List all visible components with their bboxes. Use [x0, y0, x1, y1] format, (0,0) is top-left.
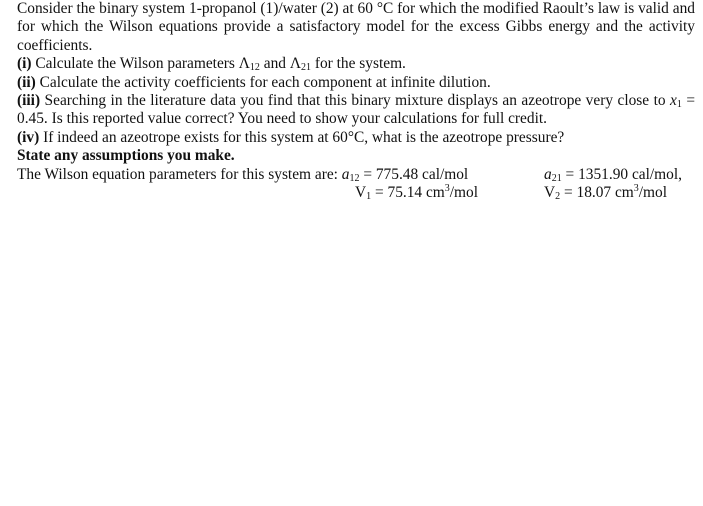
a21-group: [544, 166, 682, 184]
v2-value: = 18.07 cm: [560, 184, 634, 202]
part-i-label: (i): [17, 55, 32, 73]
params-lead-group: [17, 166, 468, 184]
part-i-text-c: for the system.: [311, 55, 406, 73]
part-ii: [17, 74, 695, 92]
v2-variable: V: [544, 184, 556, 202]
part-ii-text: Calculate the activity coefficients for each component at infinite dilution.: [35, 73, 491, 91]
a21-value: = 1351.90 cal/mol,: [561, 165, 682, 183]
problem-intro: Consider the binary system 1-propanol (1)/water (2) at 60 °C for which the modified Raoult’s law is valid and for which the Wilson equations provide a satisfactory model for the excess Gibbs energy and the activity coefficients.: [17, 0, 695, 54]
part-ii-label: (ii): [17, 73, 36, 91]
a12-variable: a: [341, 165, 350, 183]
v1-group: [355, 184, 478, 202]
params-lead: The Wilson equation parameters for this system are:: [17, 165, 342, 183]
v1-subscript: 1: [366, 191, 372, 203]
assumptions-note: State any assumptions you make.: [17, 147, 235, 165]
part-iv-text: If indeed an azeotrope exists for this system at 60°C, what is the azeotrope pressure?: [39, 128, 565, 146]
a12-subscript: 12: [349, 172, 360, 184]
part-iv: [17, 129, 695, 147]
a12-value: = 775.48 cal/mol: [359, 165, 469, 183]
part-i: [17, 55, 695, 73]
v1-variable: V: [355, 184, 367, 202]
v1-value: = 75.14 cm: [371, 184, 445, 202]
v1-unit: /mol: [449, 184, 478, 202]
x1-subscript: 1: [676, 99, 682, 111]
params-row-1: [17, 166, 695, 184]
a21-variable: a: [544, 165, 552, 183]
v1-exponent: 3: [444, 183, 450, 195]
lambda12-subscript: 12: [249, 62, 260, 74]
lambda21-subscript: 21: [301, 62, 311, 74]
part-i-text-b: and Λ: [259, 55, 301, 73]
v2-subscript: 2: [555, 191, 561, 203]
v2-group: [544, 184, 667, 202]
a21-subscript: 21: [551, 172, 562, 184]
part-i-text-a: Calculate the Wilson parameters Λ: [31, 55, 250, 73]
part-iii-text-a: Searching in the literature data you find that this binary mixture displays an azeotrope very close to: [40, 92, 671, 110]
params-row-2: [17, 184, 695, 202]
v2-unit: /mol: [638, 184, 667, 202]
part-iii-text-b: = 0.45. Is this reported value correct? You need to show your calculations for full credit.: [17, 92, 696, 128]
v2-exponent: 3: [633, 183, 639, 195]
part-iii-label: (iii): [17, 92, 41, 110]
problem-statement: [17, 0, 695, 202]
part-iii: [17, 92, 695, 129]
part-iv-label: (iv): [17, 128, 40, 146]
x1-variable: x: [670, 92, 677, 110]
